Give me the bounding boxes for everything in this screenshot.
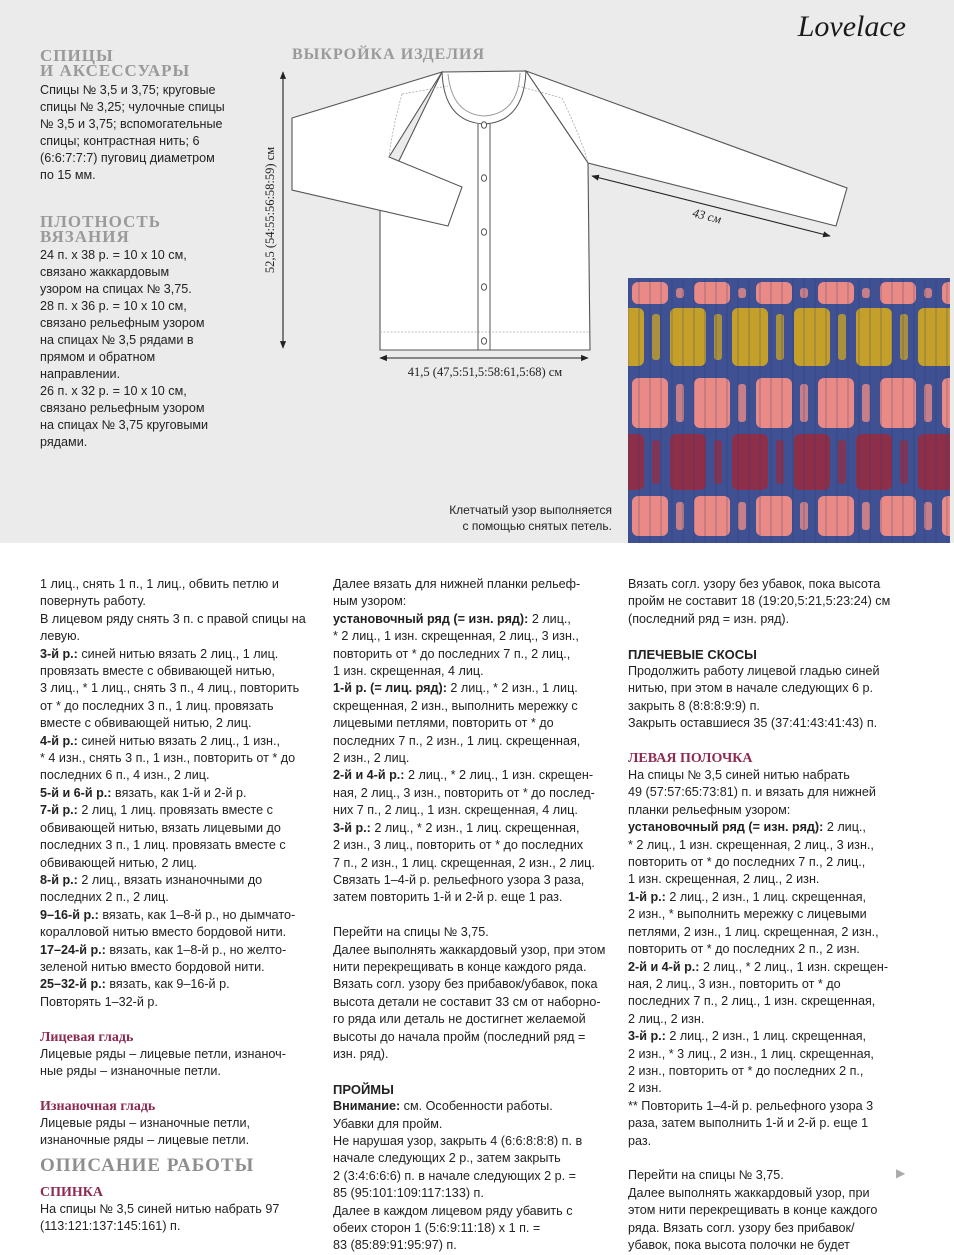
section-heading: Лицевая гладь xyxy=(40,1029,134,1045)
swatch-block xyxy=(628,434,644,490)
paragraph-text: вязать, как 1–8-й р., но дымчато- коралловой нитью вместо бордовой нити. xyxy=(40,907,296,940)
row-label: 2-й и 4-й р.: xyxy=(628,959,700,974)
row-label: 7-й р.: xyxy=(40,803,78,818)
swatch-slip-stitch xyxy=(900,440,908,484)
swatch-block xyxy=(880,378,916,428)
swatch-block xyxy=(880,496,916,536)
section-heading: ОПИСАНИЕ РАБОТЫ xyxy=(40,1154,255,1176)
row-label: 25–32-й р.: xyxy=(40,977,106,992)
swatch-block xyxy=(694,282,730,304)
paragraph-text: 2 лиц., 2 изн., 1 лиц. скрещенная, 2 изн., * выполнить мережку с лицевыми петлями, 2 изн., 1 лиц. скрещенная, 2 изн., повторить от * до последних 2 п., 2 изн. xyxy=(628,889,879,957)
spacer xyxy=(333,1063,623,1080)
paragraph-text: Перейти на спицы № 3,75. Далее выполнять жаккардовый узор, при этом нити перекрещивать в конце каждого ряда. Вязать согл. узору без прибавок/ убавок, пока высота полочки не будет xyxy=(628,1168,878,1252)
paragraph-text: 1 лиц., снять 1 п., 1 лиц., обвить петлю и повернуть работу. В лицевом ряду снять 3 п. с правой спицы на левую. xyxy=(40,577,306,644)
button-icon xyxy=(481,284,486,291)
paragraph-text: см. Особенности работы. Убавки для пройм. Не нарушая узор, закрыть 4 (6:6:8:8:8) п. в начале следующих 2 р., затем закрыть 2 (3:4:6:6:6) п. в начале следующих 2 р. = 85 (95:101:109:117:133) п. Далее в каждом лицевом ряду убавить с обеих сторон 1 (5:6:9:11:18) х 1 п. = 83 (85:89:91:95:97) п. xyxy=(333,1099,583,1253)
button-icon xyxy=(481,122,486,129)
paragraph-text: Продолжить работу лицевой гладью синей нитью, при этом в начале следующих 6 р. закрыть 8 (8:8:8:9:9) п. Закрыть оставшиеся 35 (37:41:43:41:43) п. xyxy=(628,664,880,731)
paragraph-text: вязать, как 9–16-й р. Повторять 1–32-й р. xyxy=(40,977,230,1009)
paragraph-text: 2 лиц., * 2 лиц., 1 изн. скрещенная, 2 лиц., 3 изн., повторить от * до последних 7 п., 2 лиц., 1 изн. скрещенная, 4 лиц. xyxy=(333,611,579,679)
paragraph-text: Лицевые ряды – лицевые петли, изнаноч- ные ряды – изнаночные петли. xyxy=(40,1046,286,1078)
section-heading: ЛЕВАЯ ПОЛОЧКА xyxy=(628,751,753,767)
paragraph xyxy=(40,576,330,1011)
paragraph-text: синей нитью вязать 2 лиц., 1 лиц. провязать вместе с обвивающей нитью, 3 лиц., * 1 лиц., снять 3 п., 4 лиц., повторить от * до последних 3 п., 1 лиц. провязать вместе с обвивающей нитью, 2 лиц. xyxy=(40,646,300,731)
swatch-block xyxy=(694,378,730,428)
paragraph xyxy=(40,1201,330,1236)
paragraph-text: 2 лиц., * 2 изн., 1 лиц. скрещенная, 2 изн., 3 лиц., повторить от * до последних 7 п., 2 изн., 1 лиц. скрещенная, 2 изн., 2 лиц. Связать 1–4-й р. рельефного узора 3 раза, затем повторить 1-й и 2-й р. еще 1 раз. xyxy=(333,820,595,905)
swatch-slip-stitch xyxy=(714,440,722,484)
swatch-block xyxy=(942,378,950,428)
paragraph xyxy=(333,576,623,907)
spacer xyxy=(333,907,623,924)
needles-heading: СПИЦЫ И АКСЕССУАРЫ xyxy=(40,46,191,80)
photo-caption: Клетчатый узор выполняется с помощью снятых петель. xyxy=(449,503,612,533)
section-heading: СПИНКА xyxy=(40,1184,104,1200)
paragraph xyxy=(40,1046,330,1081)
swatch-block xyxy=(794,308,830,366)
swatch-block xyxy=(942,496,950,536)
swatch-slip-stitch xyxy=(862,502,870,530)
swatch-slip-stitch xyxy=(862,288,870,298)
paragraph-text: 2 лиц., * 2 лиц., 1 изн. скрещен- ная, 2 лиц., 3 изн., повторить от * до послед- них 7 п., 2 лиц., 1 изн. скрещенная, 4 лиц. xyxy=(333,768,595,818)
paragraph xyxy=(40,1115,330,1150)
swatch-slip-stitch xyxy=(738,502,746,530)
paragraph-text: 2 лиц., 2 изн., 1 лиц. скрещенная, 2 изн., * 3 лиц., 2 изн., 1 лиц. скрещенная, 2 изн., повторить от * до последних 2 п., 2 изн. ** Повторить 1–4-й р. рельефного узора 3 раза, затем выполнить 1-й и 2-й р. еще 1 раз. xyxy=(628,1029,874,1148)
paragraph-text: На спицы № 3,5 синей нитью набрать 97 (113:121:137:145:161) п. xyxy=(40,1201,280,1233)
paragraph-text: синей нитью вязать 2 лиц., 1 изн., * 4 изн., снять 3 п., 1 изн., повторить от * до последних 6 п., 4 изн., 2 лиц. xyxy=(40,733,296,783)
swatch-block xyxy=(756,378,792,428)
row-label: Внимание: xyxy=(333,1099,401,1114)
row-label: 3-й р.: xyxy=(333,820,371,835)
swatch-block xyxy=(918,434,950,490)
swatch-block xyxy=(818,496,854,536)
row-label: 8-й р.: xyxy=(40,872,78,887)
next-page-icon: ▶ xyxy=(896,1166,906,1180)
spacer xyxy=(40,1011,330,1028)
knit-swatch-photo xyxy=(628,278,950,543)
row-label: установочный ряд (= изн. ряд): xyxy=(333,611,529,626)
paragraph-text: 2 лиц., * 2 лиц., 1 изн. скрещенная, 2 лиц., 3 изн., повторить от * до последних 7 п., 2 лиц., 1 изн. скрещенная, 2 лиц., 2 изн. xyxy=(628,820,874,887)
paragraph-text: 2 лиц, 1 лиц. провязать вместе с обвивающей нитью, вязать лицевыми до последних 3 п., 1 лиц. провязать вместе с обвивающей нитью, 2 лиц. xyxy=(40,803,286,870)
section-heading: ПРОЙМЫ xyxy=(333,1081,394,1097)
swatch-block xyxy=(756,282,792,304)
button-icon xyxy=(481,338,486,345)
spacer xyxy=(628,628,928,645)
row-label: установочный ряд (= изн. ряд): xyxy=(628,820,824,835)
spacer xyxy=(628,733,928,750)
section-heading: Изнаночная гладь xyxy=(40,1098,156,1114)
swatch-slip-stitch xyxy=(900,314,908,360)
swatch-block xyxy=(856,308,892,366)
sleeve-length-label: 43 см xyxy=(691,205,723,227)
swatch-slip-stitch xyxy=(652,314,660,360)
swatch-slip-stitch xyxy=(714,314,722,360)
swatch-slip-stitch xyxy=(738,288,746,298)
swatch-block xyxy=(732,308,768,366)
paragraph xyxy=(628,663,928,733)
paragraph xyxy=(628,767,928,1150)
swatch-slip-stitch xyxy=(776,440,784,484)
text-column-1 xyxy=(40,576,330,1235)
swatch-block xyxy=(694,496,730,536)
swatch-slip-stitch xyxy=(776,314,784,360)
text-column-2 xyxy=(333,576,623,1255)
needles-text: Спицы № 3,5 и 3,75; круговые спицы № 3,25; чулочные спицы № 3,5 и 3,75; вспомогательные спицы; контрастная нить; 6 (6:6:7:7:7) пуговиц диаметром по 15 мм. xyxy=(40,83,225,182)
swatch-slip-stitch xyxy=(652,440,660,484)
paragraph xyxy=(333,924,623,1063)
swatch-block xyxy=(794,434,830,490)
swatch-block xyxy=(942,282,950,304)
gauge-heading: ПЛОТНОСТЬ ВЯЗАНИЯ xyxy=(40,212,161,246)
paragraph-text: 2 лиц., вязать изнаночными до последних 2 п., 2 лиц. xyxy=(40,872,263,905)
spacer xyxy=(628,1150,928,1167)
text-column-3 xyxy=(628,576,928,1254)
paragraph-text: Лицевые ряды – изнаночные петли, изнаночные ряды – лицевые петли. xyxy=(40,1115,251,1148)
swatch-block xyxy=(918,308,950,366)
width-label: 41,5 (47,5:51,5:58:61,5:68) см xyxy=(407,365,563,379)
paragraph xyxy=(333,1098,623,1255)
row-label: 1-й р. (= лиц. ряд): xyxy=(333,681,447,696)
height-label: 52,5 (54:55:56:58:59) см xyxy=(263,146,277,274)
swatch-block xyxy=(628,308,644,366)
swatch-block xyxy=(756,496,792,536)
button-icon xyxy=(481,175,486,182)
swatch-slip-stitch xyxy=(738,384,746,422)
row-label: 17–24-й р.: xyxy=(40,942,106,957)
swatch-block xyxy=(856,434,892,490)
swatch-block xyxy=(670,308,706,366)
paragraph-text: Вязать согл. узору без убавок, пока высота пройм не составит 18 (19:20,5:21,5:23:24) см (последний ряд = изн. ряд). xyxy=(628,577,891,626)
section-heading: ПЛЕЧЕВЫЕ СКОСЫ xyxy=(628,646,757,662)
row-label: 1-й р.: xyxy=(628,889,666,904)
paragraph-text: Далее вязать для нижней планки рельеф- ным узором: xyxy=(333,577,581,609)
swatch-slip-stitch xyxy=(838,314,846,360)
paragraph-text: На спицы № 3,5 синей нитью набрать 49 (57:57:65:73:81) п. и вязать для нижней планки рельефным узором: xyxy=(628,768,876,817)
button-icon xyxy=(481,229,486,236)
paragraph xyxy=(628,576,928,628)
paragraph xyxy=(628,1167,928,1254)
row-label: 4-й р.: xyxy=(40,733,78,748)
swatch-slip-stitch xyxy=(838,440,846,484)
paragraph-text: вязать, как 1-й и 2-й р. xyxy=(115,785,247,800)
swatch-block xyxy=(818,282,854,304)
paragraph-text: Перейти на спицы № 3,75. Далее выполнять жаккардовый узор, при этом нити перекрещивать в конце каждого ряда. Вязать согл. узору без прибавок/убавок, пока высота детали не составит 33 см от наборно- го ряда или деталь не достигнет желаемой высоты до начала пройм (последний ряд = изн. ряд). xyxy=(333,925,606,1061)
pattern-title: ВЫКРОЙКА ИЗДЕЛИЯ xyxy=(292,46,486,63)
swatch-block xyxy=(880,282,916,304)
row-label: 5-й и 6-й р.: xyxy=(40,785,112,800)
row-label: 3-й р.: xyxy=(40,646,78,661)
gauge-text: 24 п. х 38 р. = 10 х 10 см, связано жаккардовым узором на спицах № 3,75. 28 п. х 36 р. = 10 х 10 см, связано рельефным узором на спицах № 3,5 рядами в прямом и обратном направлении. 26 п. х 32 р. = 10 х 10 см, связано рельефным узором на спицах № 3,75 круговыми рядами. xyxy=(40,248,209,449)
brand-logo: Lovelace xyxy=(797,10,906,43)
paragraph-text: вязать, как 1–8-й р., но желто- зеленой нитью вместо бордовой нити. xyxy=(40,942,287,974)
row-label: 3-й р.: xyxy=(628,1029,666,1044)
row-label: 2-й и 4-й р.: xyxy=(333,768,405,783)
paragraph-text: 2 лиц., * 2 лиц., 1 изн. скрещен- ная, 2 лиц., 3 изн., повторить от * до последних 7 п., 2 лиц., 1 изн. скрещенная, 2 лиц., 2 изн. xyxy=(628,959,889,1026)
swatch-block xyxy=(670,434,706,490)
spacer xyxy=(40,1080,330,1097)
swatch-block xyxy=(818,378,854,428)
swatch-block xyxy=(732,434,768,490)
swatch-slip-stitch xyxy=(862,384,870,422)
row-label: 9–16-й р.: xyxy=(40,907,99,922)
paragraph-text: 2 лиц., * 2 изн., 1 лиц. скрещенная, 2 изн., выполнить мережку с лицевыми петлями, повторить от * до последних 7 п., 2 изн., 1 лиц. скрещенная, 2 изн., 2 лиц. xyxy=(333,681,581,766)
